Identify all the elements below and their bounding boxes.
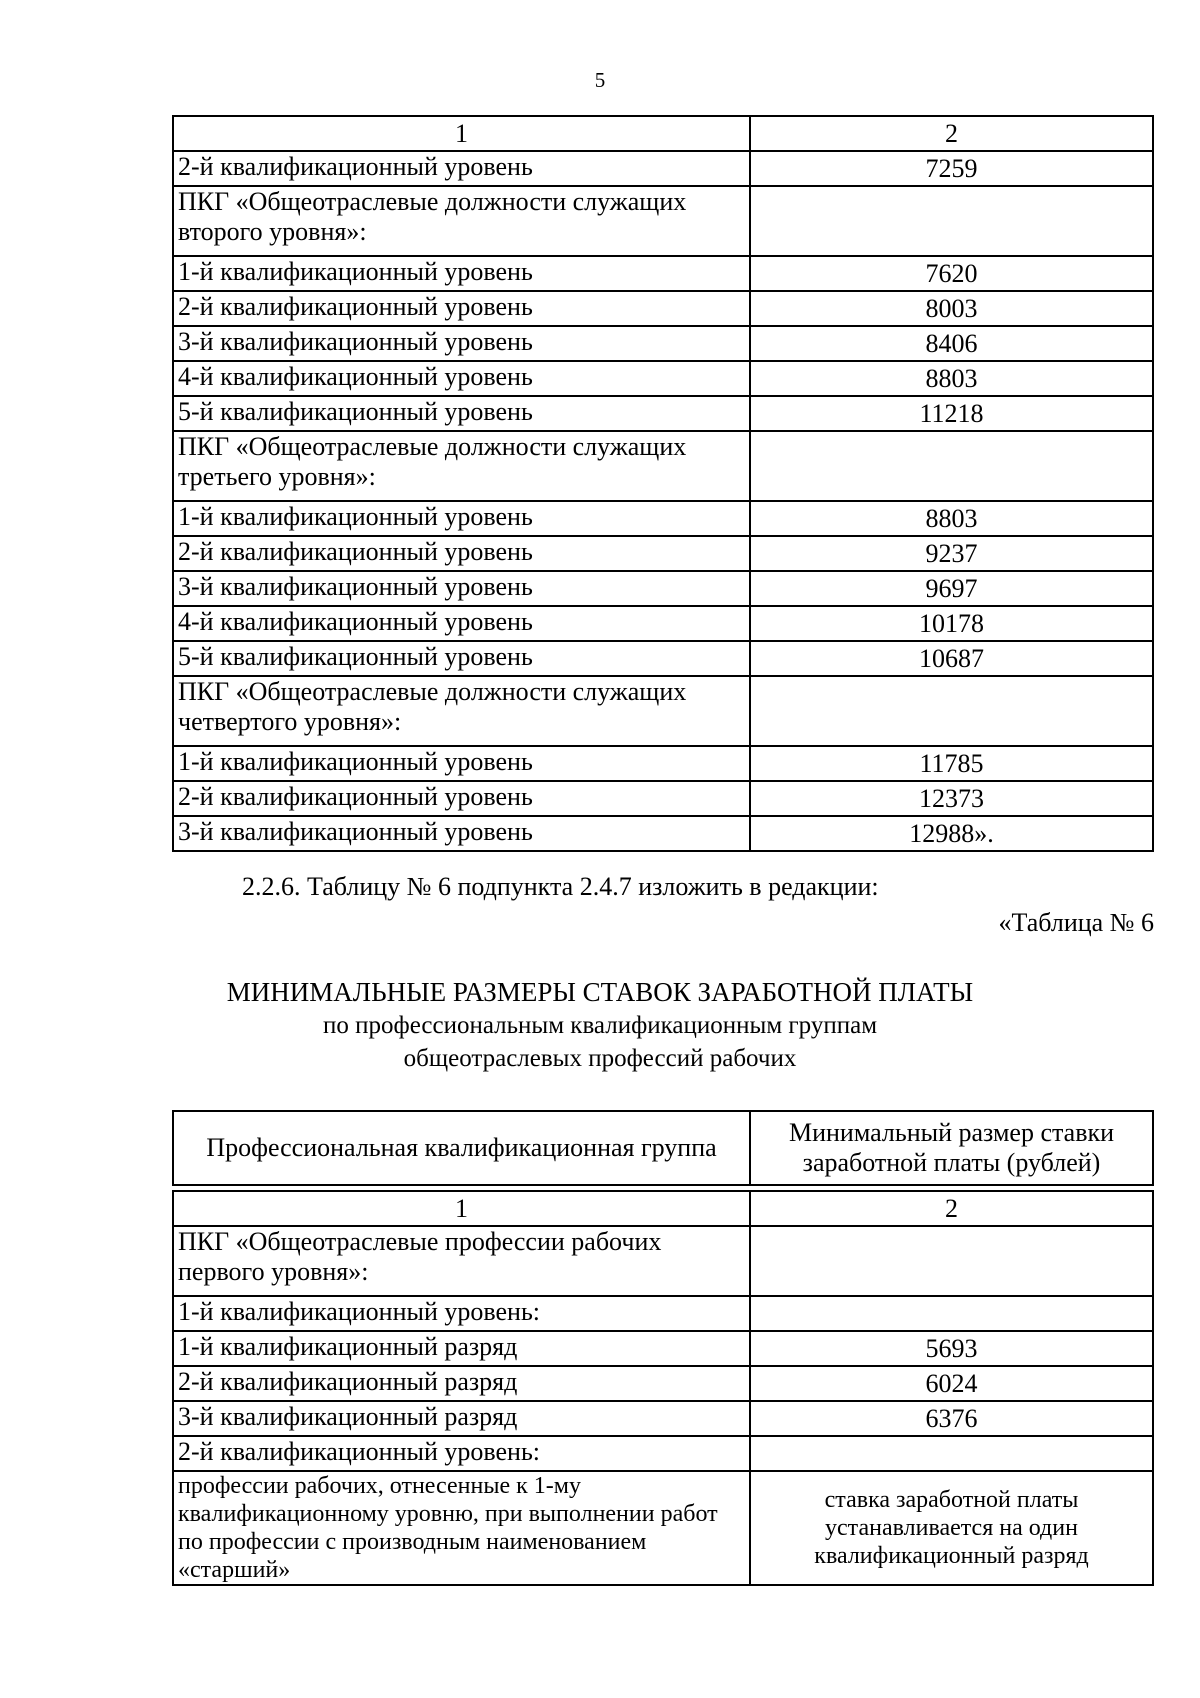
row-value: 5693 (750, 1331, 1153, 1366)
row-label: профессии рабочих, отнесенные к 1-му квалификационному уровню, при выполнении работ по профессии с производным наименованием «старший» (173, 1471, 750, 1585)
row-label: 4-й квалификационный уровень (173, 361, 750, 396)
row-label: 3-й квалификационный уровень (173, 326, 750, 361)
row-value: 11785 (750, 746, 1153, 781)
heading-line: МИНИМАЛЬНЫЕ РАЗМЕРЫ СТАВОК ЗАРАБОТНОЙ ПЛАТЫ (226, 977, 974, 1007)
row-value: 10178 (750, 606, 1153, 641)
table-row (173, 1296, 1153, 1331)
group-label: ПКГ «Общеотраслевые должности служащих четвертого уровня»: (173, 676, 750, 746)
table-row (173, 361, 1153, 396)
row-label: 2-й квалификационный уровень (173, 536, 750, 571)
group-label: ПКГ «Общеотраслевые должности служащих третьего уровня»: (173, 431, 750, 501)
row-value: 8003 (750, 291, 1153, 326)
table-row (173, 606, 1153, 641)
salary-table-header (172, 1110, 1154, 1186)
table-row (173, 676, 1153, 746)
row-value: 7620 (750, 256, 1153, 291)
table-row (173, 151, 1153, 186)
table-row (173, 641, 1153, 676)
table-row (173, 816, 1153, 851)
row-label: 3-й квалификационный уровень (173, 816, 750, 851)
table-heading (0, 975, 1200, 1075)
table-row (173, 781, 1153, 816)
row-label: 3-й квалификационный уровень (173, 571, 750, 606)
row-value: 8406 (750, 326, 1153, 361)
table-row (173, 396, 1153, 431)
row-label: 1-й квалификационный уровень (173, 256, 750, 291)
row-label: 1-й квалификационный уровень (173, 746, 750, 781)
row-value: 12373 (750, 781, 1153, 816)
column-number: 2 (750, 1191, 1153, 1226)
table-row (173, 256, 1153, 291)
table-row (173, 1471, 1153, 1585)
column-number: 1 (173, 1191, 750, 1226)
group-label: ПКГ «Общеотраслевые профессии рабочих первого уровня»: (173, 1226, 750, 1296)
table-row (173, 1401, 1153, 1436)
row-value: 8803 (750, 501, 1153, 536)
row-value (750, 676, 1153, 746)
row-value: 9697 (750, 571, 1153, 606)
heading-line: по профессиональным квалификационным группам (322, 1012, 878, 1039)
row-label: 1-й квалификационный уровень (173, 501, 750, 536)
table-row (173, 1366, 1153, 1401)
column-header: Минимальный размер ставки заработной платы (рублей) (750, 1111, 1153, 1185)
row-value: 8803 (750, 361, 1153, 396)
column-header: Профессиональная квалификационная группа (173, 1111, 750, 1185)
row-label: 2-й квалификационный уровень (173, 151, 750, 186)
row-value: 10687 (750, 641, 1153, 676)
amendment-paragraph: 2.2.6. Таблицу № 6 подпункта 2.4.7 изложить в редакции: (242, 872, 879, 901)
row-value: 11218 (750, 396, 1153, 431)
row-label: 1-й квалификационный разряд (173, 1331, 750, 1366)
row-value: 9237 (750, 536, 1153, 571)
row-value (750, 431, 1153, 501)
group-label: ПКГ «Общеотраслевые должности служащих второго уровня»: (173, 186, 750, 256)
table-column-numbers (173, 1191, 1153, 1226)
table-label: «Таблица № 6 (998, 908, 1154, 937)
table-row (173, 1436, 1153, 1471)
row-value: 6376 (750, 1401, 1153, 1436)
column-number: 1 (173, 116, 750, 151)
row-label: 2-й квалификационный уровень (173, 291, 750, 326)
salary-table-workers (172, 1190, 1154, 1586)
table-row (173, 326, 1153, 361)
table-row (173, 536, 1153, 571)
row-label: 5-й квалификационный уровень (173, 641, 750, 676)
table-row (173, 746, 1153, 781)
row-label: 4-й квалификационный уровень (173, 606, 750, 641)
row-value (750, 1226, 1153, 1296)
column-number: 2 (750, 116, 1153, 151)
row-value: ставка заработной платы устанавливается на один квалификационный разряд (750, 1471, 1153, 1585)
table-row (173, 431, 1153, 501)
table-row (173, 1331, 1153, 1366)
table-row (173, 501, 1153, 536)
row-value (750, 1436, 1153, 1471)
table-header-row (173, 1111, 1153, 1185)
row-label: 3-й квалификационный разряд (173, 1401, 750, 1436)
page-number: 5 (594, 68, 606, 92)
salary-table-continued (172, 115, 1154, 852)
row-value (750, 186, 1153, 256)
row-value (750, 1296, 1153, 1331)
table-row (173, 186, 1153, 256)
row-value: 7259 (750, 151, 1153, 186)
row-label: 2-й квалификационный уровень (173, 781, 750, 816)
heading-line: общеотраслевых профессий рабочих (403, 1045, 797, 1072)
table-row (173, 291, 1153, 326)
table-row (173, 571, 1153, 606)
row-value: 12988». (750, 816, 1153, 851)
row-value: 6024 (750, 1366, 1153, 1401)
row-label: 5-й квалификационный уровень (173, 396, 750, 431)
row-label: 1-й квалификационный уровень: (173, 1296, 750, 1331)
row-label: 2-й квалификационный уровень: (173, 1436, 750, 1471)
table-column-numbers (173, 116, 1153, 151)
row-label: 2-й квалификационный разряд (173, 1366, 750, 1401)
table-row (173, 1226, 1153, 1296)
